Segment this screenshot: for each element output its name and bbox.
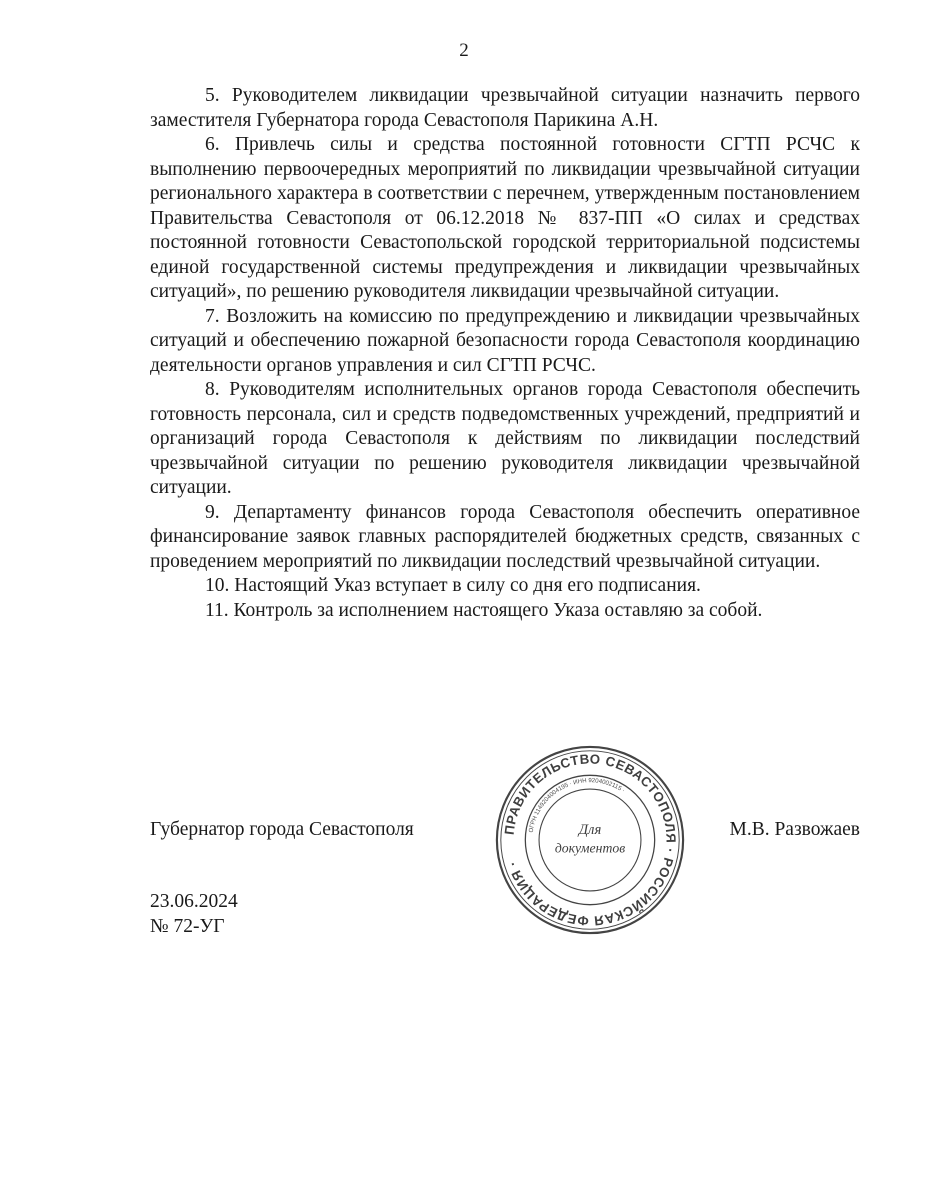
seal-stamp-icon [492,742,688,938]
paragraph-5: 5. Руководителем ликвидации чрезвычайной ситуации назначить первого заместителя Губернатора города Севастополя Парикина А.Н. [150,85,860,131]
page-number: 2 [459,40,469,61]
svg-text:Для: Для [578,822,602,839]
paragraph-11: 11. Контроль за исполнением настоящего Указа оставляю за собой. [205,599,763,621]
document-date-number [150,890,238,939]
svg-text:ОГРН 1149204004195 · ИНН 92040: ОГРН 1149204004195 · ИНН 9204002115 · [528,778,626,834]
paragraph-8: 8. Руководителям исполнительных органов города Севастополя обеспечить готовность персонала, сил и средств подведомственных учреждений, предприятий и организаций города Севастополя к действиям по ликвидации последствий чрезвычайной ситуации по решению руководителя ликвидации чрезвычайной ситуации. [150,379,860,498]
signatory-title: Губернатор города Севастополя [150,819,414,840]
paragraph-6: 6. Привлечь силы и средства постоянной готовности СГТП РСЧС к выполнению первоочередных мероприятий по ликвидации чрезвычайной ситуации регионального характера в соответствии с перечнем, утвержденным постановлением Правительства Севастополя от 06.12.2018 № 837-ПП «О силах и средствах постоянной готовности Севастопольской городской территориальной подсистемы единой государственной системы предупреждения и ликвидации чрезвычайных ситуаций», по решению руководителя ликвидации чрезвычайной ситуации. [150,134,860,302]
document-number: № 72-УГ [150,915,225,937]
paragraph-10: 10. Настоящий Указ вступает в силу со дня его подписания. [205,575,701,596]
paragraph-9: 9. Департаменту финансов города Севастополя обеспечить оперативное финансирование заявок главных распорядителей бюджетных средств, связанных с проведением мероприятий по ликвидации последствий чрезвычайной ситуации. [150,501,860,572]
svg-text:документов: документов [554,840,626,856]
paragraph-7: 7. Возложить на комиссию по предупреждению и ликвидации чрезвычайных ситуаций и обеспечению пожарной безопасности города Севастополя координацию деятельности органов управления и сил СГТП РСЧС. [150,305,860,376]
svg-text:ПРАВИТЕЛЬСТВО СЕВАСТОПОЛЯ · РО: ПРАВИТЕЛЬСТВО СЕВАСТОПОЛЯ · РОССИЙСКАЯ ФЕДЕРАЦИЯ · [501,751,679,929]
signatory-name: М.В. Развожаев [729,819,860,840]
official-seal [492,742,688,938]
document-body [150,84,860,623]
document-date: 23.06.2024 [150,891,238,912]
